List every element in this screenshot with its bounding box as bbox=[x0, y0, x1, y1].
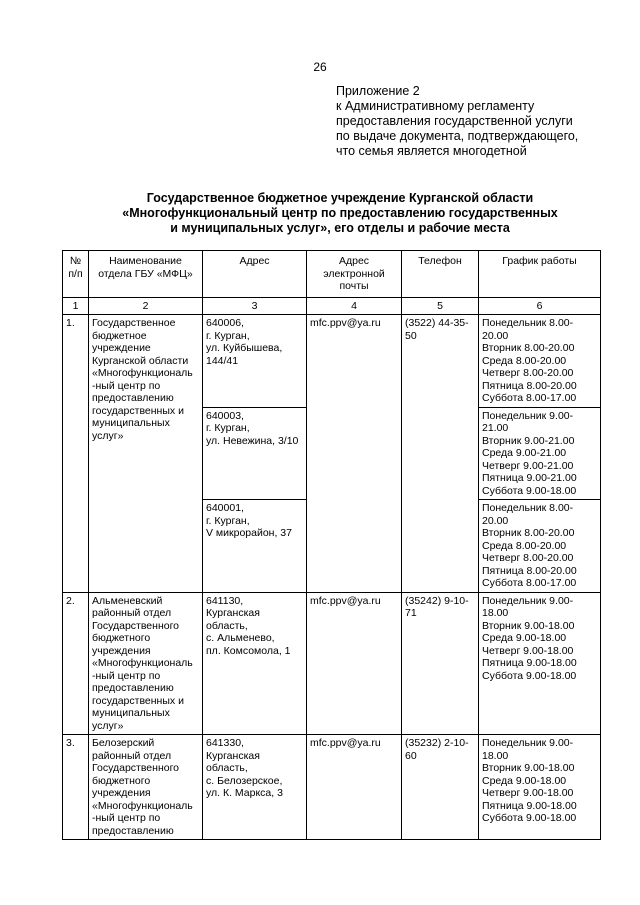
column-number: 5 bbox=[402, 298, 479, 315]
office-phone: (35232) 2-10- 60 bbox=[402, 735, 479, 840]
office-name: Альменевский районный отдел Государственного бюджетного учреждения «Многофункциональ -ный центр по предоставлению государственных и муниципальных услуг» bbox=[89, 592, 203, 735]
column-number: 6 bbox=[479, 298, 601, 315]
heading-line: Государственное бюджетное учреждение Курганской области bbox=[146, 191, 534, 205]
office-address: 641330, Курганская область, с. Белозерское, ул. К. Маркса, 3 bbox=[203, 735, 307, 840]
office-address: 640001, г. Курган, V микрорайон, 37 bbox=[203, 500, 307, 593]
row-number: 2. bbox=[63, 592, 89, 735]
column-number: 4 bbox=[307, 298, 402, 315]
office-schedule: Понедельник 9.00- 18.00 Вторник 9.00-18.00 Среда 9.00-18.00 Четверг 9.00-18.00 Пятница 9.00-18.00 Суббота 9.00-18.00 bbox=[479, 592, 601, 735]
appendix-line: по выдаче документа, подтверждающего, bbox=[336, 129, 579, 143]
office-address: 640003, г. Курган, ул. Невежина, 3/10 bbox=[203, 407, 307, 500]
office-email: mfc.ppv@ya.ru bbox=[307, 735, 402, 840]
header-cell-phone: Телефон bbox=[402, 251, 479, 298]
header-cell-address: Адрес bbox=[203, 251, 307, 298]
office-name: Государственное бюджетное учреждение Курганской области «Многофункциональ -ный центр по предоставлению государственных и муниципальных услуг» bbox=[89, 315, 203, 593]
row-number: 1. bbox=[63, 315, 89, 593]
appendix-note bbox=[336, 84, 626, 159]
page-number: 26 bbox=[313, 60, 327, 74]
heading-line: и муниципальных услуг», его отделы и рабочие места bbox=[170, 221, 510, 235]
row-number: 3. bbox=[63, 735, 89, 840]
header-cell-number: № п/п bbox=[63, 251, 89, 298]
office-schedule: Понедельник 8.00- 20.00 Вторник 8.00-20.00 Среда 8.00-20.00 Четверг 8.00-20.00 Пятница 8.00-20.00 Суббота 8.00-17.00 bbox=[479, 315, 601, 408]
heading-line: «Многофункциональный центр по предоставлению государственных bbox=[122, 206, 558, 220]
column-number: 3 bbox=[203, 298, 307, 315]
office-address: 641130, Курганская область, с. Альменево, пл. Комсомола, 1 bbox=[203, 592, 307, 735]
office-schedule: Понедельник 9.00- 21.00 Вторник 9.00-21.00 Среда 9.00-21.00 Четверг 9.00-21.00 Пятница 9.00-21.00 Суббота 9.00-18.00 bbox=[479, 407, 601, 500]
column-number-row bbox=[63, 298, 601, 315]
office-phone: (3522) 44-35- 50 bbox=[402, 315, 479, 593]
header-row bbox=[63, 251, 601, 298]
offices-table bbox=[62, 250, 601, 840]
office-email: mfc.ppv@ya.ru bbox=[307, 592, 402, 735]
office-schedule: Понедельник 8.00- 20.00 Вторник 8.00-20.00 Среда 8.00-20.00 Четверг 8.00-20.00 Пятница 8.00-20.00 Суббота 8.00-17.00 bbox=[479, 500, 601, 593]
header-cell-name: Наименование отдела ГБУ «МФЦ» bbox=[89, 251, 203, 298]
office-address: 640006, г. Курган, ул. Куйбышева, 144/41 bbox=[203, 315, 307, 408]
table-row bbox=[63, 592, 601, 735]
table-row bbox=[63, 735, 601, 840]
table-row bbox=[63, 315, 601, 408]
appendix-line: что семья является многодетной bbox=[336, 144, 527, 158]
office-name: Белозерский районный отдел Государственного бюджетного учреждения «Многофункциональ -ный центр по предоставлению bbox=[89, 735, 203, 840]
office-schedule: Понедельник 9.00- 18.00 Вторник 9.00-18.00 Среда 9.00-18.00 Четверг 9.00-18.00 Пятница 9.00-18.00 Суббота 9.00-18.00 bbox=[479, 735, 601, 840]
office-email: mfc.ppv@ya.ru bbox=[307, 315, 402, 593]
header-cell-email: Адрес электронной почты bbox=[307, 251, 402, 298]
column-number: 1 bbox=[63, 298, 89, 315]
appendix-line: к Административному регламенту bbox=[336, 99, 535, 113]
document-heading bbox=[60, 191, 620, 236]
column-number: 2 bbox=[89, 298, 203, 315]
header-cell-schedule: График работы bbox=[479, 251, 601, 298]
office-phone: (35242) 9-10- 71 bbox=[402, 592, 479, 735]
appendix-line: предоставления государственной услуги bbox=[336, 114, 573, 128]
appendix-line: Приложение 2 bbox=[336, 84, 420, 98]
